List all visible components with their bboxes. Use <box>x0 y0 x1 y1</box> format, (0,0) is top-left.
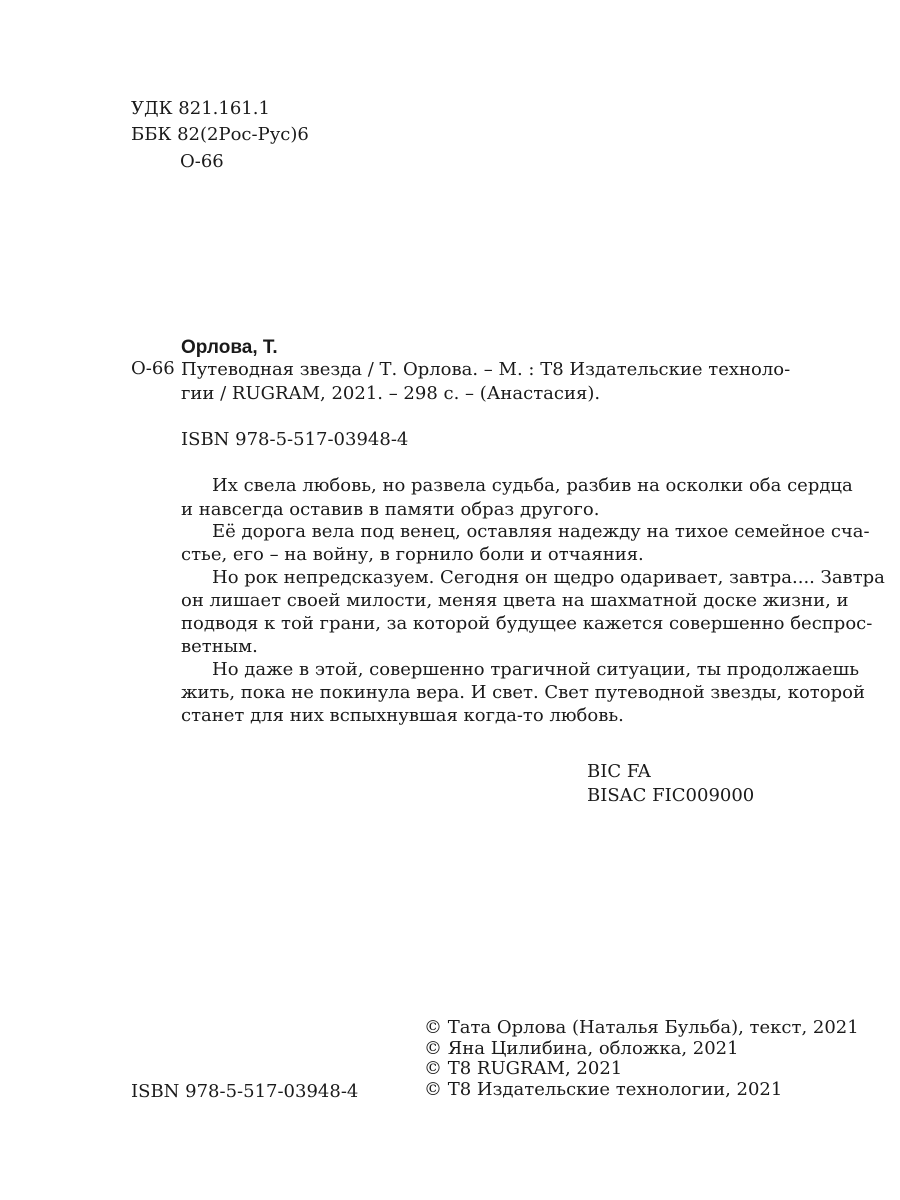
udk-code: УДК 821.161.1 <box>131 98 270 119</box>
record-isbn: ISBN 978-5-517-03948-4 <box>181 429 409 450</box>
footer-isbn: ISBN 978-5-517-03948-4 <box>131 1081 359 1102</box>
annotation-line: стье, его – на войну, в горнило боли и отчаяния. <box>181 544 644 565</box>
author-sign: О-66 <box>180 151 224 172</box>
record-author-sign: О-66 <box>131 358 175 379</box>
annotation-line: Их свела любовь, но развела судьба, разбив на осколки оба сердца <box>212 475 853 496</box>
copyright-line: © Т8 RUGRAM, 2021 <box>424 1058 623 1079</box>
annotation-line: жить, пока не покинула вера. И свет. Свет путеводной звезды, которой <box>181 682 865 703</box>
annotation-line: Её дорога вела под венец, оставляя надежду на тихое семейное сча- <box>212 521 870 542</box>
author-heading: Орлова, Т. <box>181 337 278 358</box>
bbk-code: ББК 82(2Рос-Рус)6 <box>131 124 309 145</box>
annotation-line: и навсегда оставив в памяти образ другого. <box>181 499 600 520</box>
annotation-line: Но рок непредсказуем. Сегодня он щедро одаривает, завтра.... Завтра <box>212 567 885 588</box>
copyright-line: © Т8 Издательские технологии, 2021 <box>424 1079 783 1100</box>
copyright-line: © Тата Орлова (Наталья Бульба), текст, 2021 <box>424 1017 859 1038</box>
copyright-line: © Яна Цилибина, обложка, 2021 <box>424 1038 739 1059</box>
annotation-line: он лишает своей милости, меняя цвета на шахматной доске жизни, и <box>181 590 849 611</box>
bic-code: BIC FA <box>587 761 651 782</box>
annotation-line: Но даже в этой, совершенно трагичной ситуации, ты продолжаешь <box>212 659 859 680</box>
record-description-line: гии / RUGRAM, 2021. – 298 с. – (Анастасия). <box>181 383 601 404</box>
record-description-line: Путеводная звезда / Т. Орлова. – М. : Т8 Издательские техноло- <box>181 359 791 380</box>
annotation-line: станет для них вспыхнувшая когда-то любовь. <box>181 705 624 726</box>
bisac-code: BISAC FIC009000 <box>587 785 755 806</box>
annotation-line: ветным. <box>181 636 258 657</box>
annotation-line: подводя к той грани, за которой будущее кажется совершенно беспрос- <box>181 613 873 634</box>
